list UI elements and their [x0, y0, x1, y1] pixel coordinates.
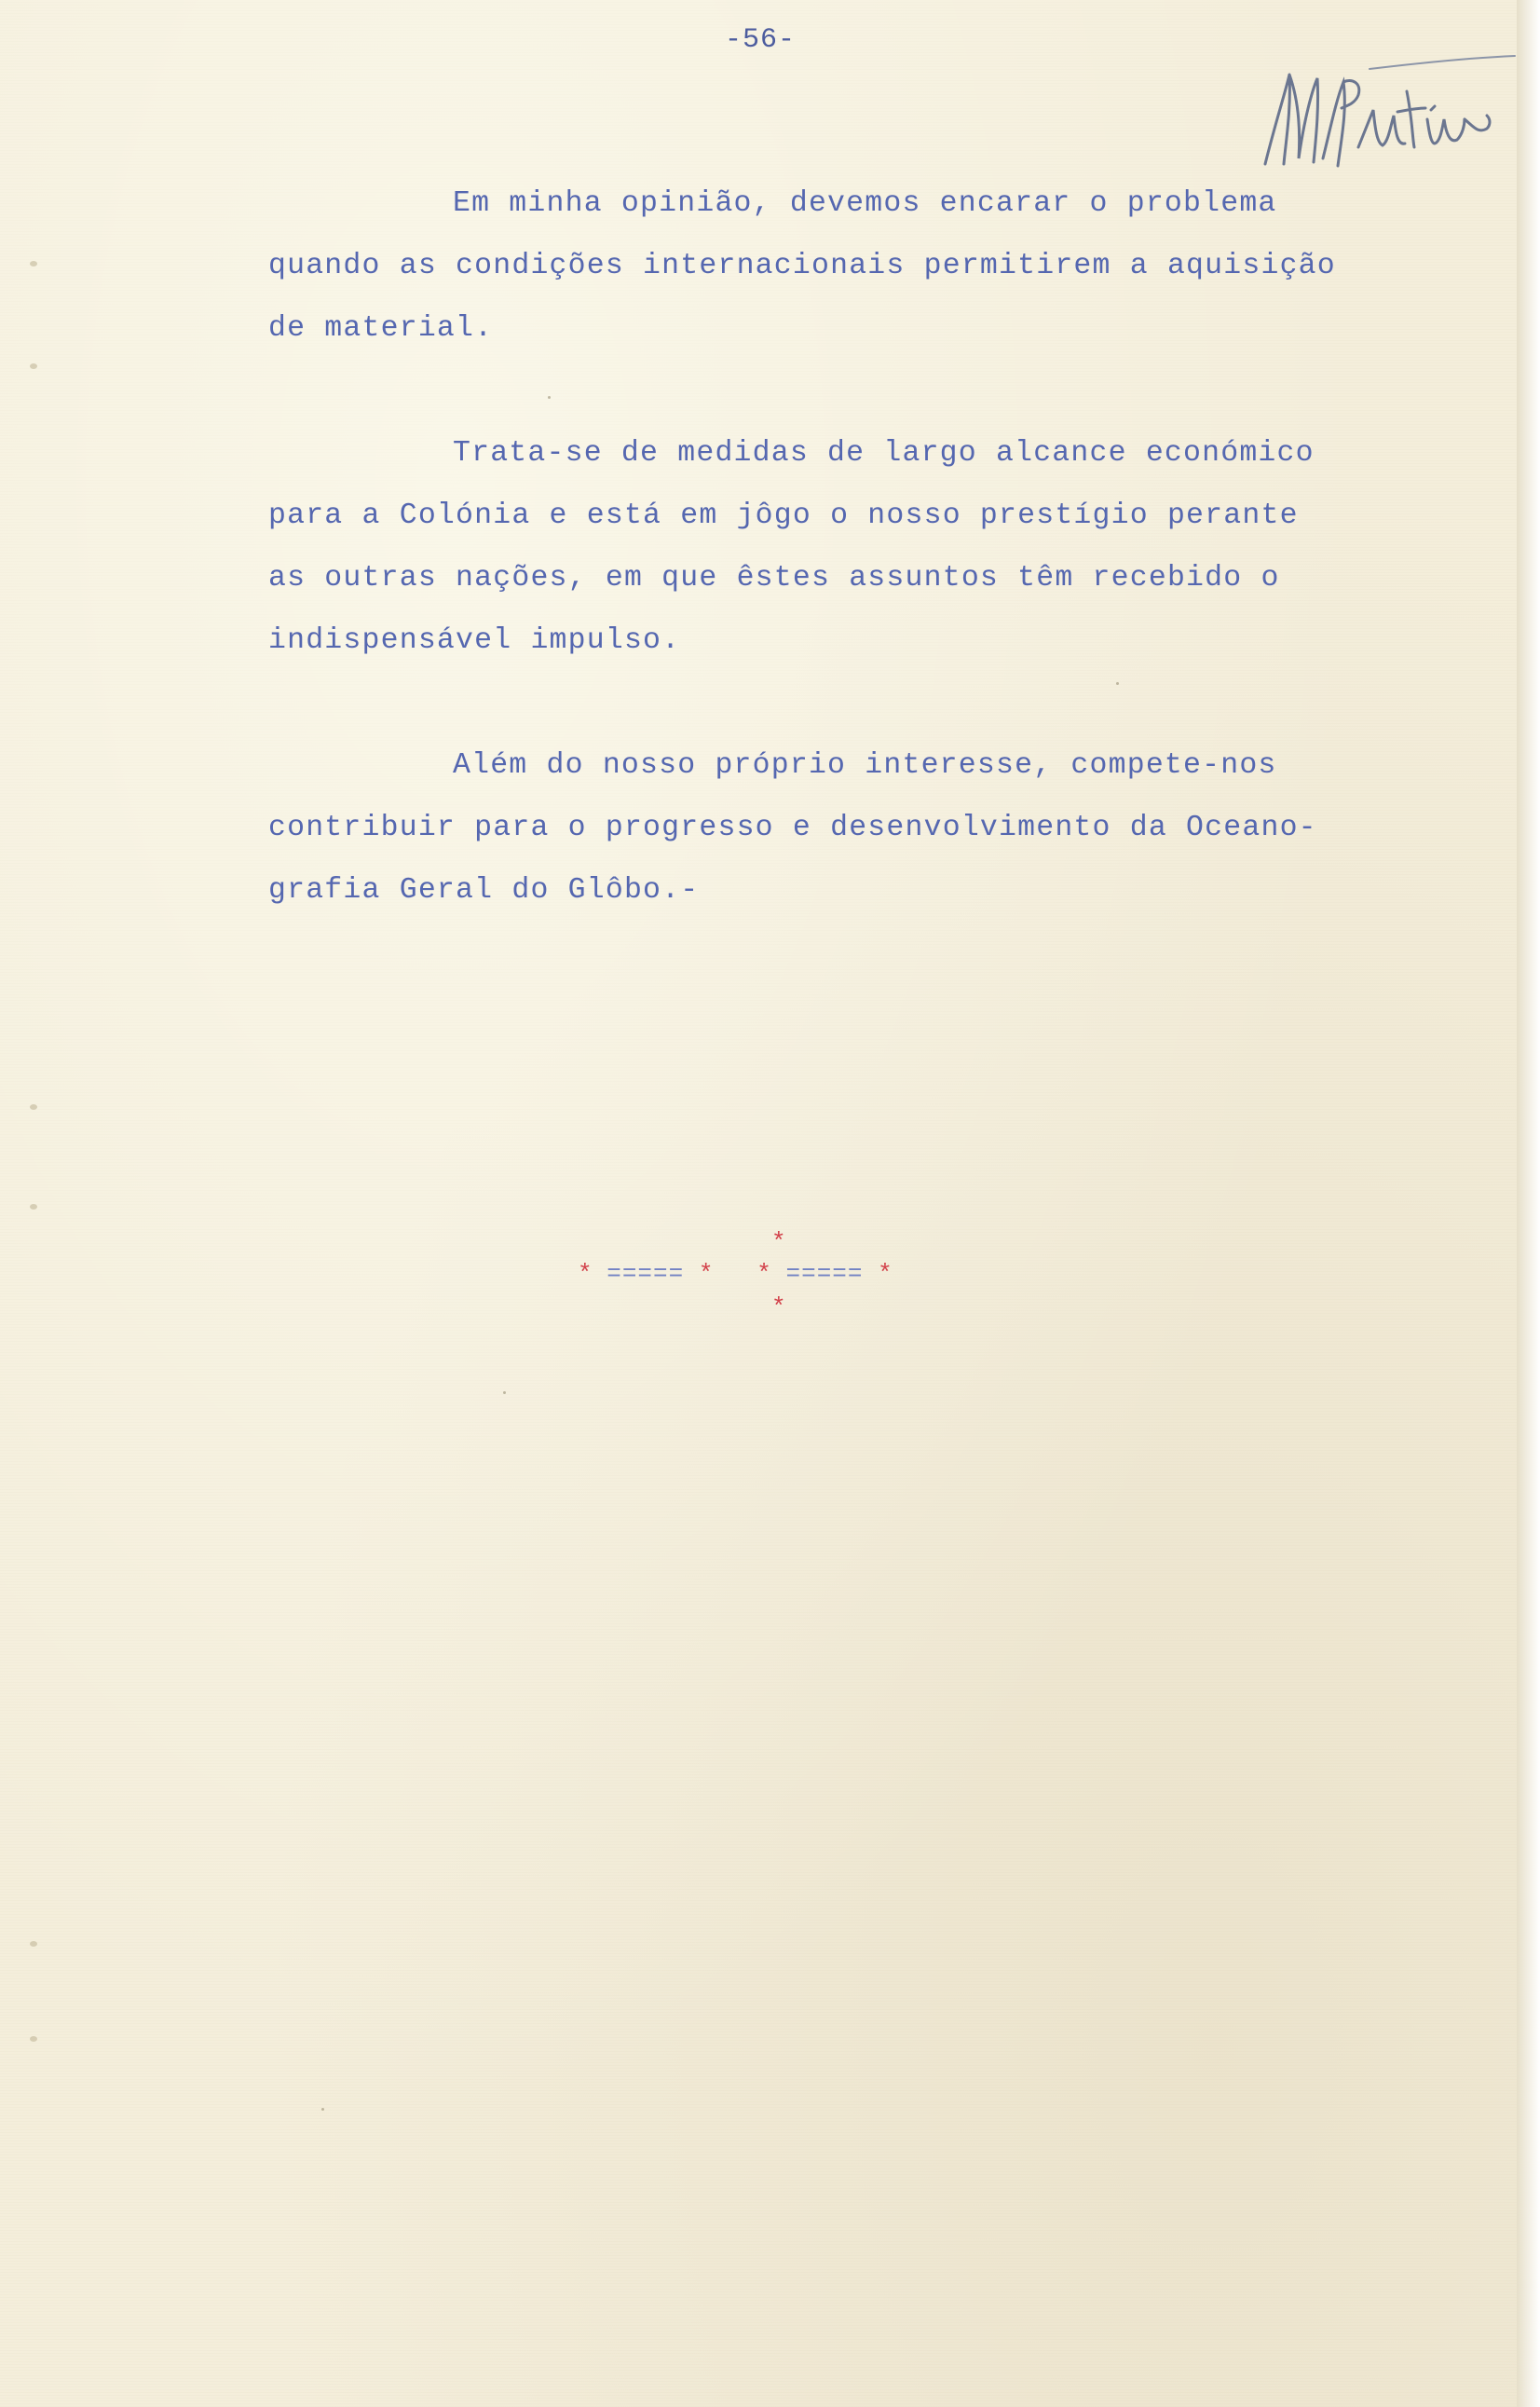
ornament-dashes: ===== — [785, 1260, 864, 1288]
text-line: para a Colónia e está em jôgo o nosso prestígio perante — [268, 499, 1299, 532]
text-line: Além do nosso próprio interesse, compete-nos — [453, 749, 1277, 782]
paper-speck — [321, 2108, 324, 2111]
margin-mark — [30, 1104, 37, 1110]
margin-mark — [30, 1941, 37, 1947]
text-line: quando as condições internacionais permitirem a aquisição — [268, 250, 1336, 282]
text-line: contribuir para o progresso e desenvolvimento da Oceano- — [268, 812, 1317, 844]
section-end-ornament — [578, 1228, 988, 1331]
text-line: as outras nações, em que êstes assuntos têm recebido o — [268, 562, 1280, 595]
ornament-star: * — [756, 1260, 771, 1288]
text-line: de material. — [268, 312, 494, 345]
ornament-row — [578, 1260, 988, 1288]
paragraph — [268, 172, 1358, 360]
page-edge — [1517, 0, 1540, 2407]
paper-speck — [503, 1391, 506, 1394]
text-line: Trata-se de medidas de largo alcance económico — [453, 437, 1315, 470]
ornament-star: * — [698, 1260, 714, 1288]
margin-mark — [30, 1204, 37, 1210]
margin-mark — [30, 2036, 37, 2042]
text-line: grafia Geral do Glôbo.- — [268, 874, 700, 907]
ornament-star: * — [771, 1293, 786, 1321]
paragraph — [268, 422, 1358, 672]
ornament-star: * — [771, 1228, 786, 1256]
ornament-star: * — [578, 1260, 593, 1288]
ornament-star: * — [878, 1260, 893, 1288]
typed-body — [268, 172, 1358, 984]
margin-mark — [30, 363, 37, 369]
paragraph — [268, 734, 1358, 922]
text-line: indispensável impulso. — [268, 624, 681, 657]
handwritten-signature — [1258, 54, 1519, 185]
ornament-dashes: ===== — [606, 1260, 685, 1288]
text-line: Em minha opinião, devemos encarar o problema — [453, 187, 1277, 220]
margin-mark — [30, 261, 37, 267]
page-number: -56- — [724, 24, 796, 56]
